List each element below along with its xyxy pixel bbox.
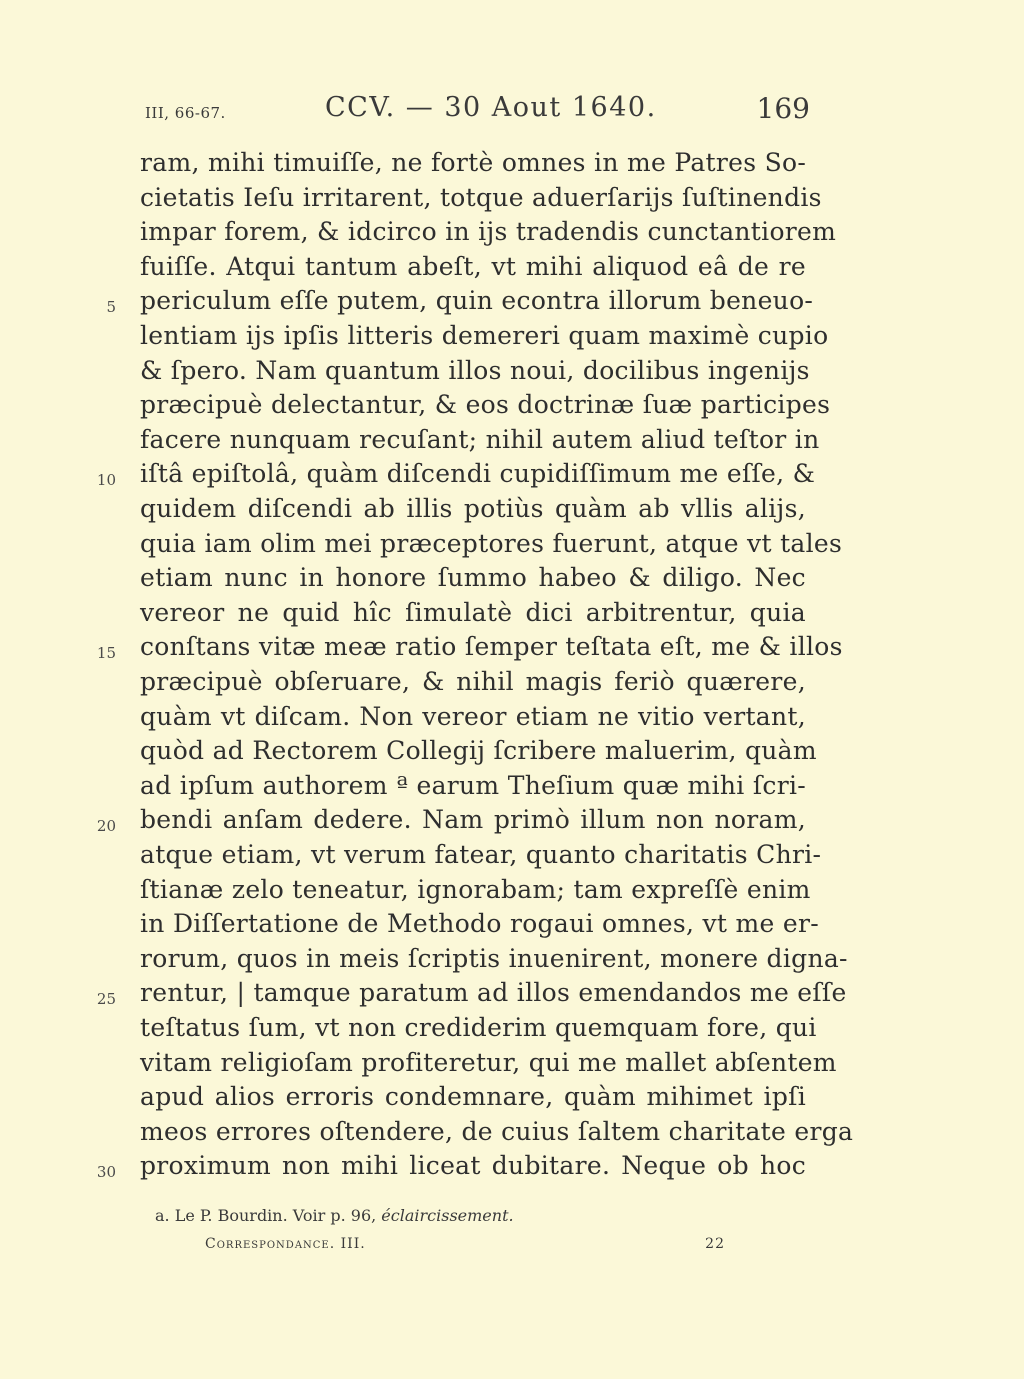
line-number: 30 <box>96 1163 116 1182</box>
line-text: rentur, | tamque paratum ad illos emendandos me eſſe <box>140 978 847 1008</box>
text-line <box>0 148 1024 182</box>
signature-line <box>205 1236 725 1258</box>
text-line <box>0 1151 1024 1185</box>
line-text: lentiam ijs ipſis litteris demereri quam maximè cupio <box>140 321 829 350</box>
text-line <box>0 390 1024 424</box>
line-number: 15 <box>96 644 116 663</box>
text-line <box>0 875 1024 909</box>
line-text: rorum, quos in meis ſcriptis inuenirent, monere digna- <box>140 943 848 973</box>
line-text: proximum non mihi liceat dubitare. Neque ob hoc <box>140 1151 806 1181</box>
line-text: præcipuè delectantur, & eos doctrinæ ſuæ participes <box>140 390 831 420</box>
text-line <box>0 667 1024 701</box>
line-number: 25 <box>96 990 116 1009</box>
page-number: 169 <box>756 92 810 125</box>
line-text: facere nunquam recuſant; nihil autem aliud teſtor in <box>140 424 820 454</box>
text-line <box>0 978 1024 1012</box>
text-line <box>0 1117 1024 1151</box>
line-number: 20 <box>96 817 116 836</box>
volume-reference: III, 66-67. <box>145 104 226 122</box>
signature-number: 22 <box>705 1236 725 1252</box>
footnote-text: Le P. Bourdin. Voir p. 96, <box>174 1206 377 1225</box>
text-line <box>0 1013 1024 1047</box>
line-text: & ſpero. Nam quantum illos noui, docilibus ingenijs <box>140 355 810 385</box>
line-text: apud alios erroris condemnare, quàm mihimet ipſi <box>140 1082 806 1112</box>
text-line <box>0 805 1024 839</box>
line-number: 5 <box>106 298 116 317</box>
line-text: etiam nunc in honore ſummo habeo & diligo. Nec <box>140 563 806 593</box>
line-text: impar forem, & idcirco in ijs tradendis cunctantiorem <box>140 217 837 247</box>
footnote <box>155 1206 514 1225</box>
text-line <box>0 563 1024 597</box>
line-text: bendi anſam dedere. Nam primò illum non noram, <box>140 805 806 835</box>
text-line <box>0 598 1024 632</box>
line-text: quòd ad Rectorem Collegij ſcribere maluerim, quàm <box>140 736 817 766</box>
footnote-mark: a. <box>155 1206 170 1225</box>
line-text: vitam religioſam profiteretur, qui me mallet abſentem <box>140 1047 837 1077</box>
text-line <box>0 459 1024 493</box>
text-line <box>0 494 1024 528</box>
text-line <box>0 632 1024 666</box>
line-text: præcipuè obſeruare, & nihil magis feriò quærere, <box>140 667 806 696</box>
line-text: iſtâ epiſtolâ, quàm diſcendi cupidiſſimum me eſſe, & <box>140 459 816 489</box>
line-text: conſtans vitæ meæ ratio ſemper teſtata eſt, me & illos <box>140 632 843 662</box>
text-line <box>0 702 1024 736</box>
text-line <box>0 286 1024 320</box>
line-text: in Diſſertatione de Methodo rogaui omnes, vt me er- <box>140 909 819 939</box>
line-text: meos errores oſtendere, de cuius ſaltem charitate erga <box>140 1116 854 1146</box>
line-text: ram, mihi timuiſſe, ne fortè omnes in me Patres So- <box>140 148 807 177</box>
running-header <box>145 92 810 136</box>
line-text: periculum eſſe putem, quin econtra illorum beneuo- <box>140 286 814 316</box>
line-text: cietatis Ieſu irritarent, totque aduerſarijs ſuſtinendis <box>140 182 822 212</box>
text-line <box>0 944 1024 978</box>
signature-title: Correspondance. III. <box>205 1236 366 1252</box>
line-text: quàm vt diſcam. Non vereor etiam ne vitio vertant, <box>140 701 806 731</box>
line-text: quia iam olim mei præceptores fuerunt, atque vt tales <box>140 528 843 558</box>
text-line <box>0 1048 1024 1082</box>
text-line <box>0 183 1024 217</box>
footnote-emphasis: éclaircissement. <box>381 1206 514 1225</box>
line-text: vereor ne quid hîc ſimulatè dici arbitrentur, quia <box>140 597 806 627</box>
text-line <box>0 909 1024 943</box>
text-line <box>0 252 1024 286</box>
letter-title: CCV. — 30 Aout 1640. <box>325 92 657 123</box>
text-line <box>0 356 1024 390</box>
text-line <box>0 840 1024 874</box>
text-line <box>0 1082 1024 1116</box>
text-line <box>0 321 1024 355</box>
line-text: atque etiam, vt verum fatear, quanto charitatis Chri- <box>140 840 822 869</box>
text-line <box>0 529 1024 563</box>
text-line <box>0 217 1024 251</box>
line-text: quidem diſcendi ab illis potiùs quàm ab vllis alijs, <box>140 494 806 523</box>
line-text: ad ipſum authorem ª earum Theſium quæ mihi ſcri- <box>140 770 806 800</box>
line-text: ſtianæ zelo teneatur, ignorabam; tam expreſſè enim <box>140 874 811 904</box>
text-line <box>0 425 1024 459</box>
text-line <box>0 736 1024 770</box>
line-text: fuiſſe. Atqui tantum abeſt, vt mihi aliquod eâ de re <box>140 251 806 281</box>
text-line <box>0 771 1024 805</box>
line-number: 10 <box>96 471 116 490</box>
line-text: teſtatus ſum, vt non crediderim quemquam fore, qui <box>140 1013 817 1042</box>
